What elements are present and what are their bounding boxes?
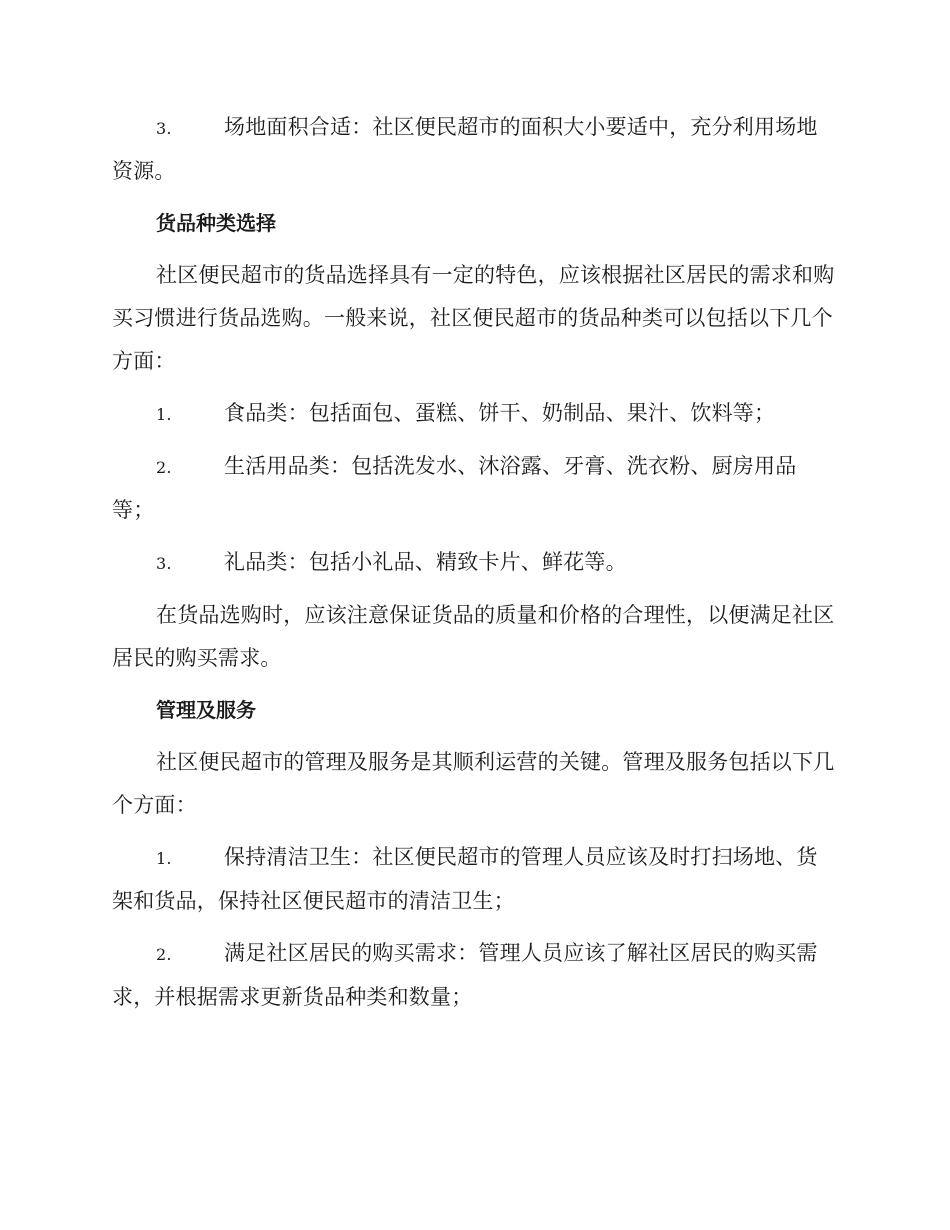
list-item-text: 场地面积合适：社区便民超市的面积大小要适中，充分利用场地资源。 xyxy=(112,115,818,183)
list-item-number: 2. xyxy=(156,458,172,477)
list-item-number: 1. xyxy=(156,849,172,868)
section-heading: 管理及服务 xyxy=(156,698,256,722)
list-item xyxy=(112,106,836,193)
list-item xyxy=(112,541,836,585)
list-item xyxy=(112,445,836,532)
list-item-text: 生活用品类：包括洗发水、沐浴露、牙膏、洗衣粉、厨房用品等； xyxy=(112,454,797,522)
list-item xyxy=(112,392,836,436)
list-item-number: 3. xyxy=(156,554,172,573)
section-heading: 货品种类选择 xyxy=(156,211,276,235)
body-paragraph: 社区便民超市的管理及服务是其顺利运营的关键。管理及服务包括以下几个方面： xyxy=(112,750,835,817)
body-paragraph: 社区便民超市的货品选择具有一定的特色，应该根据社区居民的需求和购买习惯进行货品选购。一般来说，社区便民超市的货品种类可以包括以下几个方面： xyxy=(112,263,835,373)
list-item xyxy=(112,932,836,1019)
document-body xyxy=(112,106,836,1028)
list-item-text: 食品类：包括面包、蛋糕、饼干、奶制品、果汁、饮料等； xyxy=(224,401,776,425)
list-item-number: 2. xyxy=(156,945,172,964)
list-item-text: 保持清洁卫生：社区便民超市的管理人员应该及时打扫场地、货架和货品，保持社区便民超市的清洁卫生； xyxy=(112,845,818,913)
list-item-number: 3. xyxy=(156,119,172,138)
list-item-text: 礼品类：包括小礼品、精致卡片、鲜花等。 xyxy=(224,550,627,574)
list-item-text: 满足社区居民的购买需求：管理人员应该了解社区居民的购买需求，并根据需求更新货品种类和数量； xyxy=(112,941,818,1009)
list-item xyxy=(112,836,836,923)
list-item-number: 1. xyxy=(156,405,172,424)
body-paragraph: 在货品选购时，应该注意保证货品的质量和价格的合理性，以便满足社区居民的购买需求。 xyxy=(112,603,835,670)
